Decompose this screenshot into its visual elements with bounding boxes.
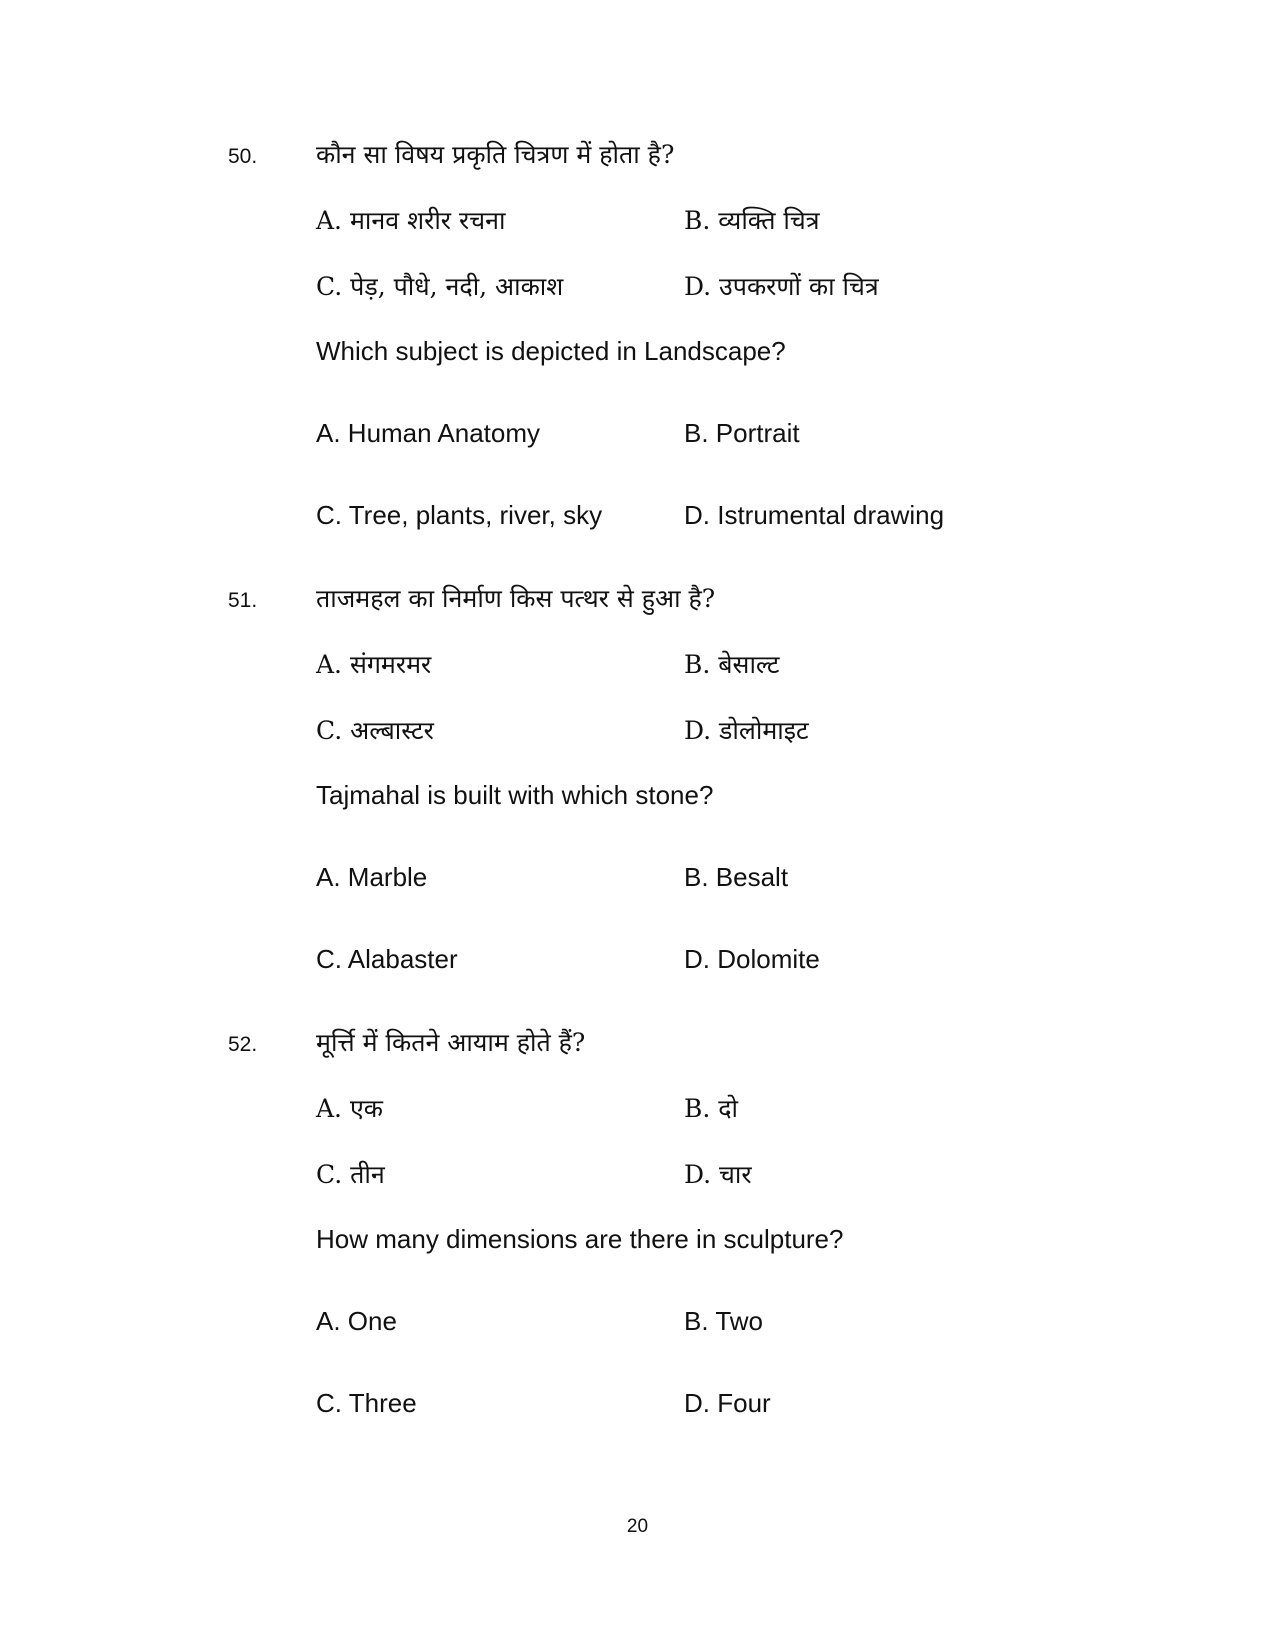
option-b-english: B. Portrait [684,418,800,448]
option-d-english: D. Istrumental drawing [684,500,945,530]
question-text-english: Tajmahal is built with which stone? [316,780,714,810]
option-b-hindi: B. व्यक्ति चित्र [684,206,820,235]
question-number: 50. [228,145,258,168]
question-number: 52. [228,1033,258,1056]
option-a-hindi: A. मानव शरीर रचना [316,206,506,235]
option-d-hindi: D. चार [684,1160,752,1189]
option-c-hindi: C. अल्बास्टर [316,716,434,745]
question-text-english: Which subject is depicted in Landscape? [316,336,786,366]
option-a-hindi: A. संगमरमर [316,650,432,679]
question-text-hindi: कौन सा विषय प्रकृति चित्रण में होता है? [316,140,675,169]
option-a-hindi: A. एक [316,1094,383,1123]
option-c-english: C. Alabaster [316,944,458,974]
option-b-english: B. Besalt [684,862,789,892]
option-b-hindi: B. बेसाल्ट [684,650,780,679]
option-d-hindi: D. उपकरणों का चित्र [684,272,879,301]
option-d-english: D. Dolomite [684,944,820,974]
option-c-english: C. Tree, plants, river, sky [316,500,603,530]
option-a-english: A. Marble [316,862,428,892]
option-b-hindi: B. दो [684,1094,739,1123]
question-number: 51. [228,589,258,612]
page-number: 20 [626,1516,649,1537]
option-c-english: C. Three [316,1388,417,1418]
option-c-hindi: C. पेड़, पौधे, नदी, आकाश [316,272,564,301]
option-c-hindi: C. तीन [316,1160,385,1189]
question-text-hindi: ताजमहल का निर्माण किस पत्थर से हुआ है? [316,584,716,613]
option-d-english: D. Four [684,1388,771,1418]
option-a-english: A. Human Anatomy [316,418,540,448]
option-b-english: B. Two [684,1306,764,1336]
option-a-english: A. One [316,1306,397,1336]
option-d-hindi: D. डोलोमाइट [684,716,809,745]
question-text-hindi: मूर्त्ति में कितने आयाम होते हैं? [316,1028,586,1057]
question-text-english: How many dimensions are there in sculpture? [316,1224,844,1254]
